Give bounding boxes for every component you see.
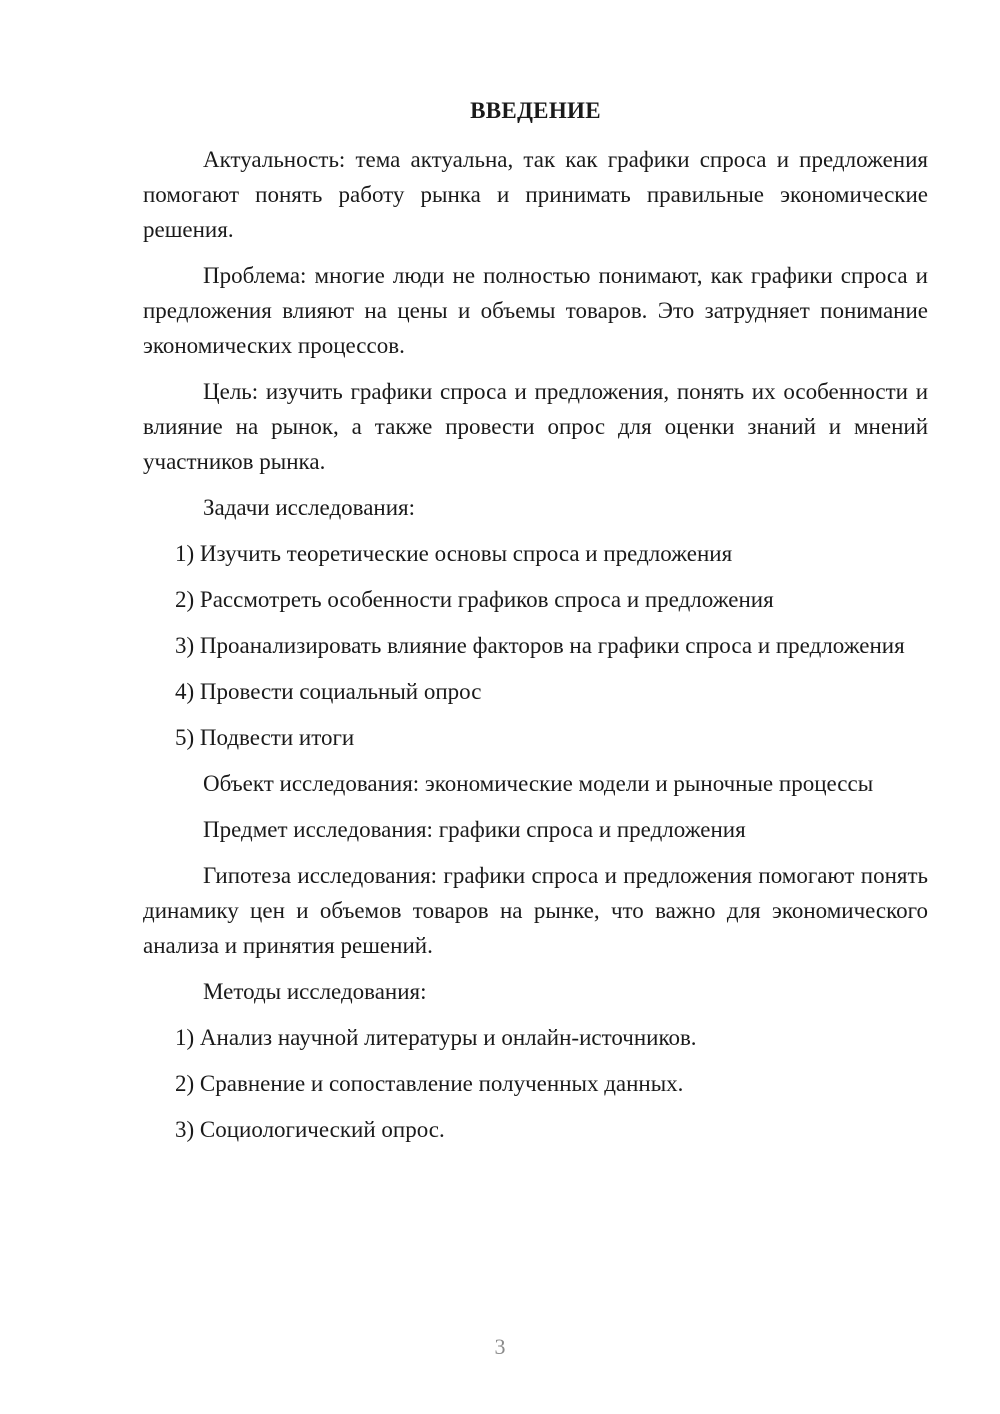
methods-heading: Методы исследования: <box>203 979 427 1004</box>
tasks-heading: Задачи исследования: <box>203 495 416 520</box>
section-title: ВВЕДЕНИЕ <box>470 98 601 123</box>
document-body <box>143 93 928 1158</box>
object-paragraph: Объект исследования: экономические модели и рыночные процессы <box>203 771 874 796</box>
task-item: 3) Проанализировать влияние факторов на графики спроса и предложения <box>175 633 905 658</box>
problem-paragraph: Проблема: многие люди не полностью понимают, как графики спроса и предложения влияют на цены и объемы товаров. Это затрудняет понимание экономических процессов. <box>143 263 928 358</box>
method-item: 3) Социологический опрос. <box>175 1117 445 1142</box>
subject-paragraph: Предмет исследования: графики спроса и предложения <box>203 817 746 842</box>
hypothesis-paragraph: Гипотеза исследования: графики спроса и предложения помогают понять динамику цен и объемов товаров на рынке, что важно для экономического анализа и принятия решений. <box>143 863 928 958</box>
goal-paragraph: Цель: изучить графики спроса и предложения, понять их особенности и влияние на рынок, а также провести опрос для оценки знаний и мнений участников рынка. <box>143 379 928 474</box>
task-item: 5) Подвести итоги <box>175 725 355 750</box>
method-item: 2) Сравнение и сопоставление полученных данных. <box>175 1071 684 1096</box>
task-item: 2) Рассмотреть особенности графиков спроса и предложения <box>175 587 774 612</box>
task-item: 1) Изучить теоретические основы спроса и предложения <box>175 541 733 566</box>
method-item: 1) Анализ научной литературы и онлайн-источников. <box>175 1025 697 1050</box>
task-item: 4) Провести социальный опрос <box>175 679 482 704</box>
relevance-paragraph: Актуальность: тема актуальна, так как графики спроса и предложения помогают понять работу рынка и принимать правильные экономические решения. <box>143 147 928 242</box>
page-number: 3 <box>494 1334 506 1359</box>
